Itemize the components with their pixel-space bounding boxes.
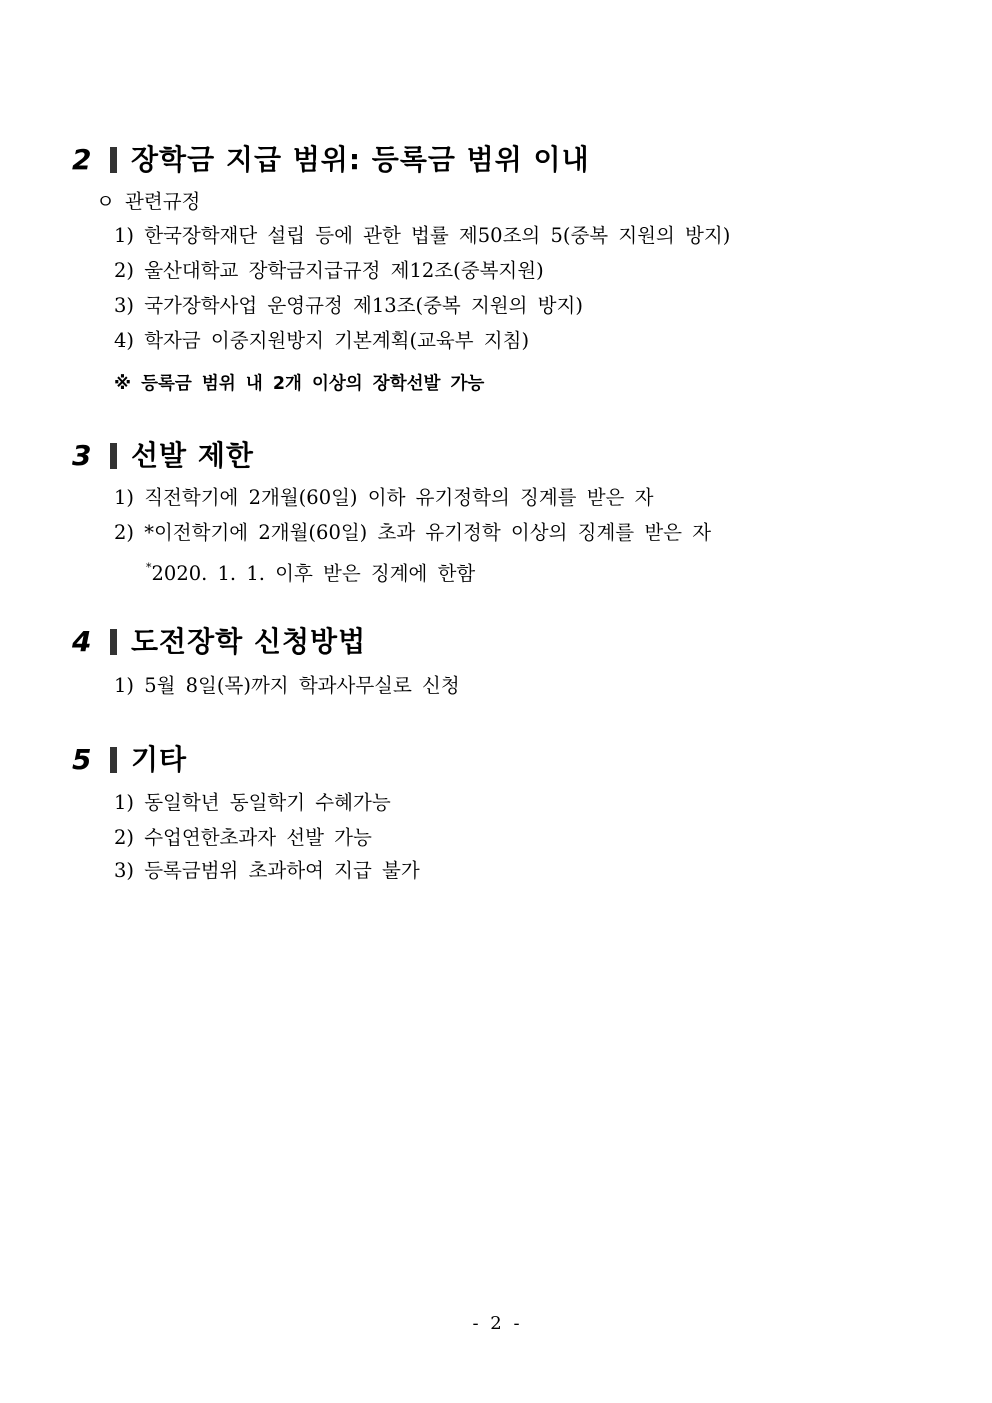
section-3-heading [72,438,254,474]
list-item: 2) 수업연한초과자 선발 가능 [114,826,372,849]
section-note: ※ 등록금 범위 내 2개 이상의 장학선발 가능 [114,374,485,394]
section-bar-marker [110,443,117,469]
section-number: 5 [72,743,92,776]
section-title: 선발 제한 [131,439,254,472]
list-item: 1) 한국장학재단 설립 등에 관한 법률 제50조의 5(중복 지원의 방지) [114,224,731,247]
section-title: 장학금 지급 범위: 등록금 범위 이내 [131,143,590,176]
footnote-mark: * [146,561,152,574]
list-item: 2) 울산대학교 장학금지급규정 제12조(중복지원) [114,259,544,282]
section-bar-marker [110,147,117,173]
footnote-line [146,554,475,588]
section-4-heading [72,624,366,660]
list-item: 2) *이전학기에 2개월(60일) 초과 유기정학 이상의 징계를 받은 자 [114,521,712,544]
section-2-heading [72,142,590,178]
section-bar-marker [110,747,117,773]
section-number: 3 [72,439,92,472]
list-item: 3) 등록금범위 초과하여 지급 불가 [114,859,420,882]
list-item: 3) 국가장학사업 운영규정 제13조(중복 지원의 방지) [114,294,583,317]
section-5-heading [72,742,187,778]
list-item: 4) 학자금 이중지원방지 기본계획(교육부 지침) [114,329,530,352]
list-item: 1) 동일학년 동일학기 수혜가능 [114,791,391,814]
section-title: 기타 [131,743,188,776]
list-item: 1) 직전학기에 2개월(60일) 이하 유기정학의 징계를 받은 자 [114,486,654,509]
section-number: 4 [72,625,92,658]
page-number: - 2 - [472,1313,520,1334]
section-bar-marker [110,629,117,655]
related-rules-bullet: ㅇ 관련규정 [96,190,201,213]
section-number: 2 [72,143,92,176]
section-title: 도전장학 신청방법 [131,625,367,658]
footnote-text: 2020. 1. 1. 이후 받은 징계에 한함 [151,562,476,585]
list-item: 1) 5월 8일(목)까지 학과사무실로 신청 [114,674,460,697]
